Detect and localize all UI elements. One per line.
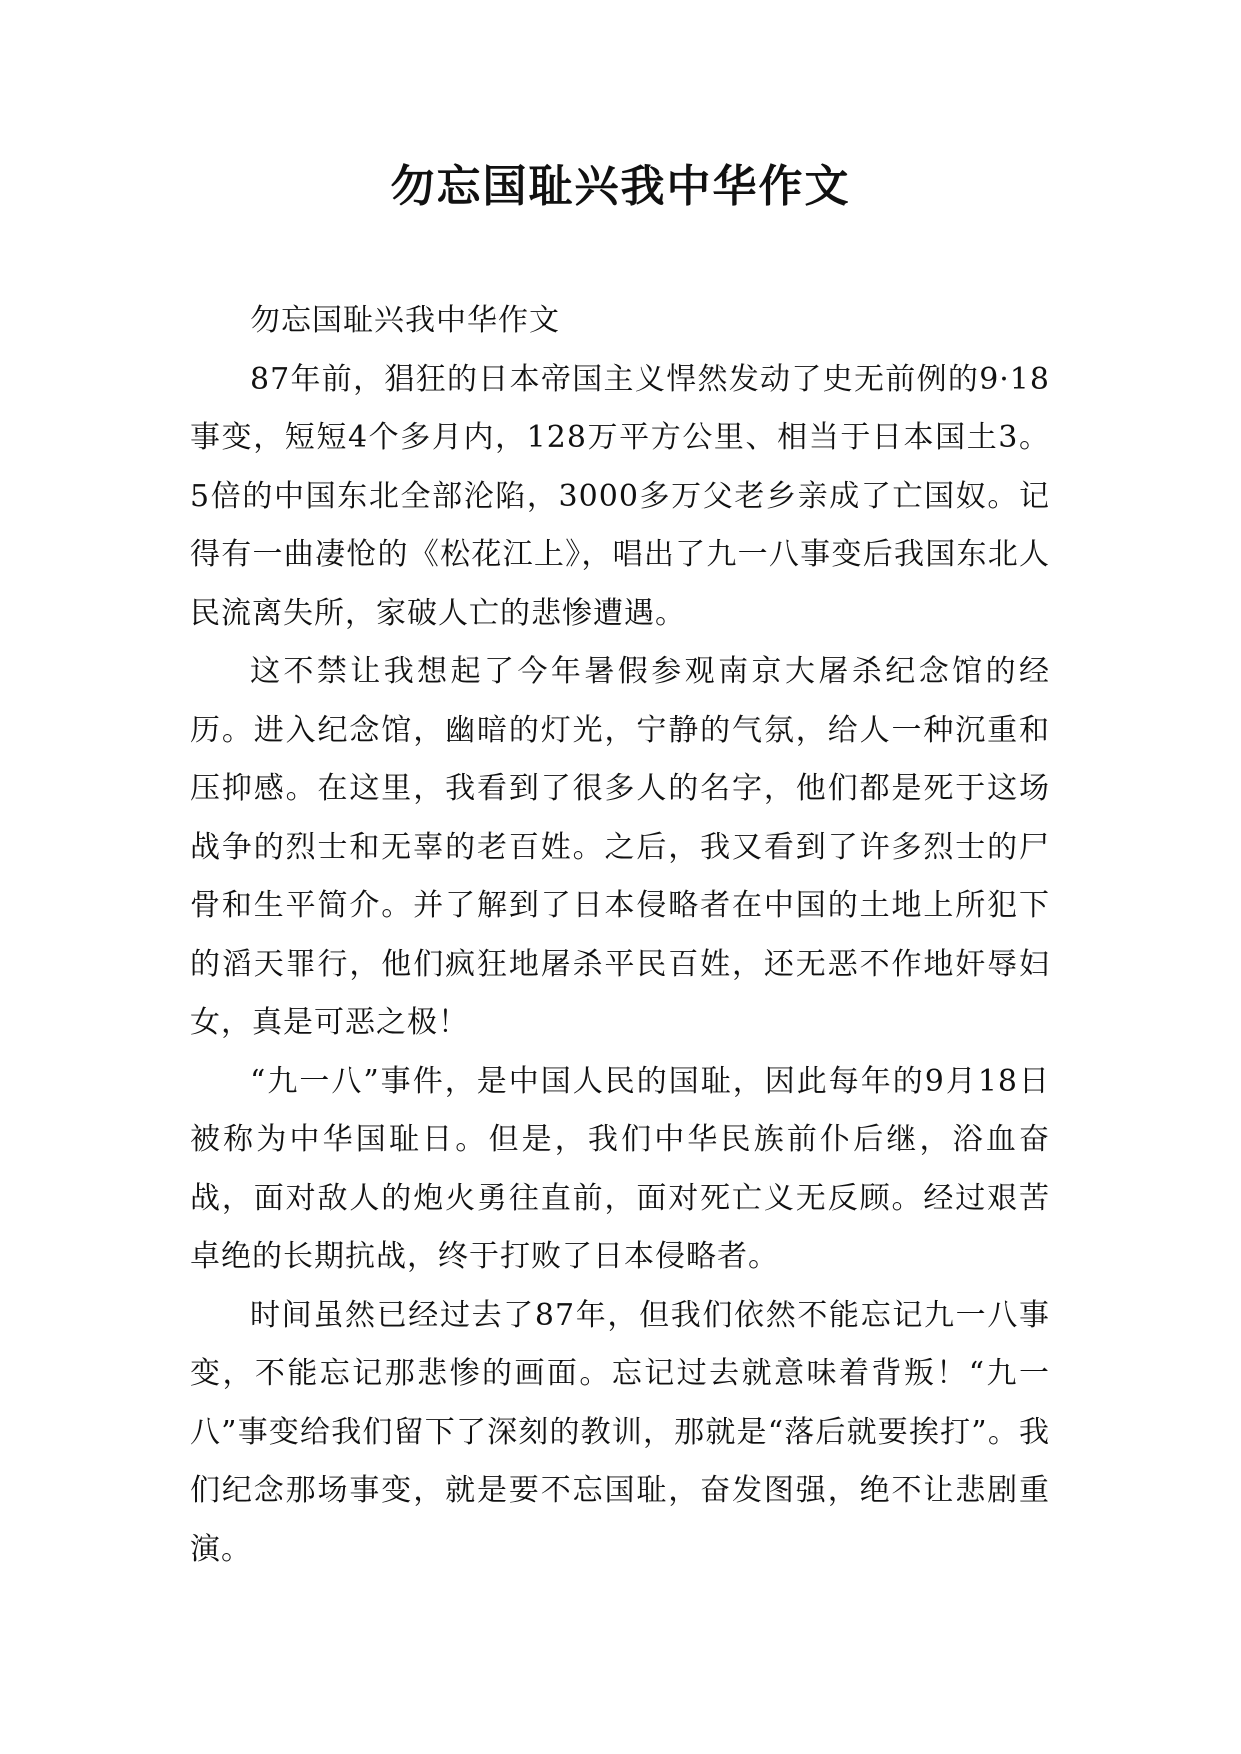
paragraph-2: 这不禁让我想起了今年暑假参观南京大屠杀纪念馆的经历。进入纪念馆，幽暗的灯光，宁静的气氛，给人一种沉重和压抑感。在这里，我看到了很多人的名字，他们都是死于这场战争的烈士和无辜的老百姓。之后，我又看到了许多烈士的尸骨和生平简介。并了解到了日本侵略者在中国的土地上所犯下的滔天罪行，他们疯狂地屠杀平民百姓，还无恶不作地奸辱妇女，真是可恶之极！ [190, 654, 1050, 1040]
document-title: 勿忘国耻兴我中华作文 [390, 161, 851, 212]
paragraph-4: 时间虽然已经过去了87年，但我们依然不能忘记九一八事变，不能忘记那悲惨的画面。忘记过去就意味着背叛！“九一八”事变给我们留下了深刻的教训，那就是“落后就要挨打”。我们纪念那场事变，就是要不忘国耻，奋发图强，绝不让悲剧重演。 [190, 1297, 1050, 1567]
paragraph-1: 87年前，猖狂的日本帝国主义悍然发动了史无前例的9·18事变，短短4个多月内，128万平方公里、相当于日本国土3。5倍的中国东北全部沦陷，3000多万父老乡亲成了亡国奴。记得有一曲凄怆的《松花江上》，唱出了九一八事变后我国东北人民流离失所，家破人亡的悲惨遭遇。 [190, 361, 1050, 631]
document-body [190, 292, 1050, 1579]
paragraph-subtitle: 勿忘国耻兴我中华作文 [250, 303, 560, 338]
paragraph-3: “九一八”事件，是中国人民的国耻，因此每年的9月18日被称为中华国耻日。但是，我们中华民族前仆后继，浴血奋战，面对敌人的炮火勇往直前，面对死亡义无反顾。经过艰苦卓绝的长期抗战，终于打败了日本侵略者。 [190, 1063, 1050, 1274]
